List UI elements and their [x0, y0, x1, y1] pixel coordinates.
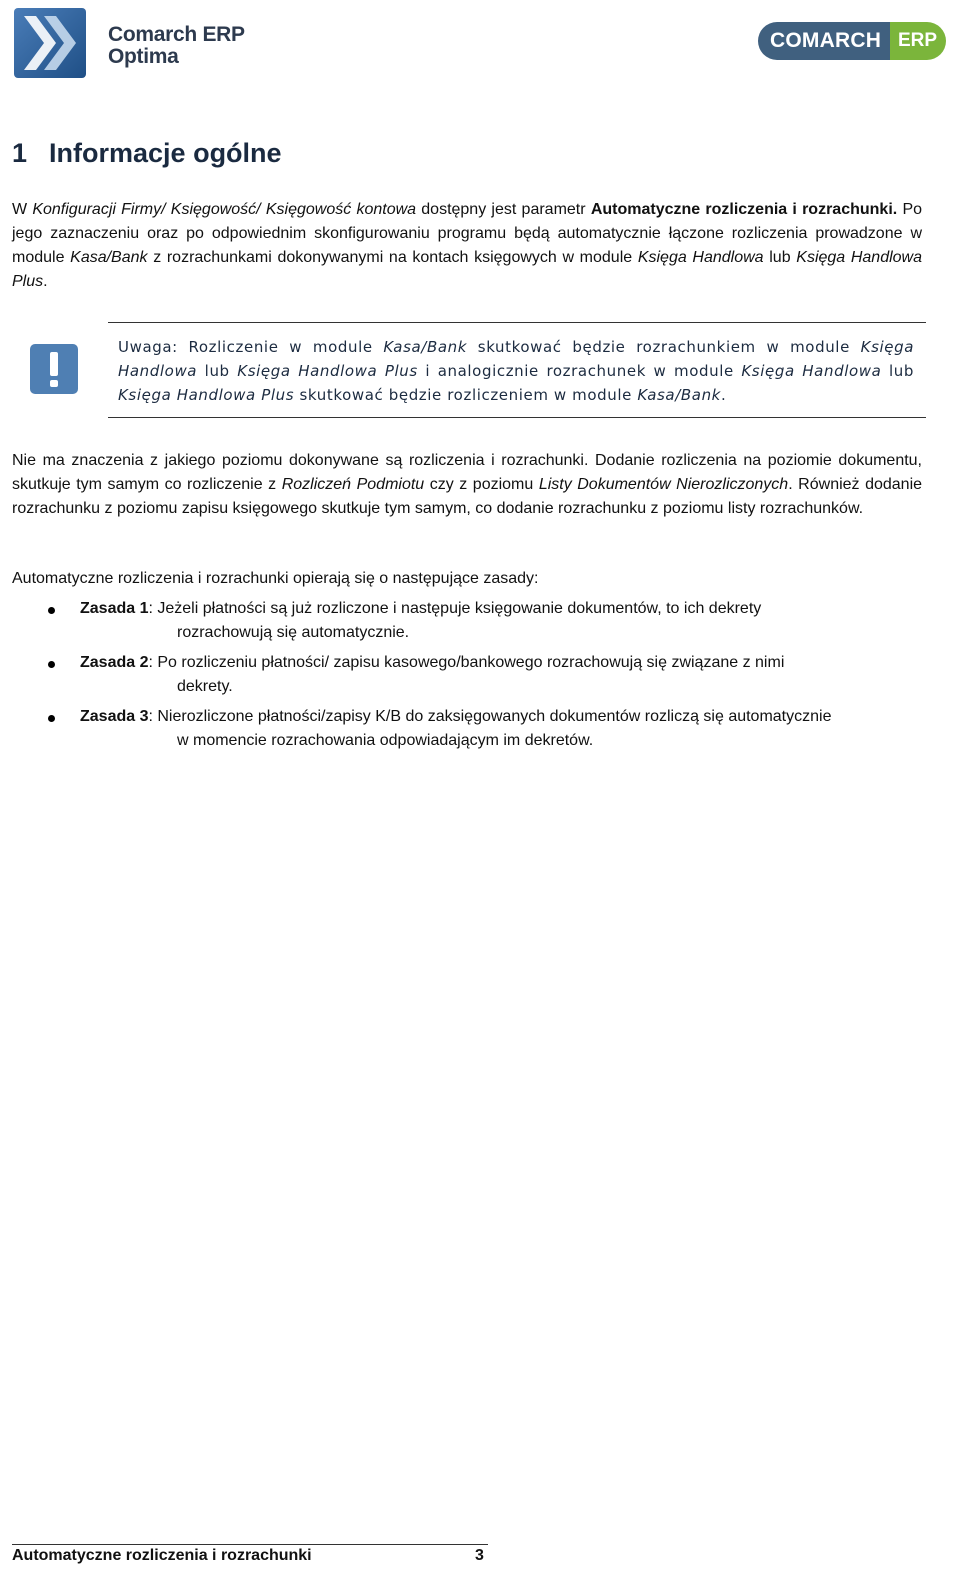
product-logo-text: Comarch ERP Optima: [108, 23, 245, 68]
intro-paragraph: W Konfiguracji Firmy/ Księgowość/ Księgowość kontowa dostępny jest parametr Automatyczne rozliczenia i rozrachunki. Po jego zaznaczeniu oraz po odpowiednim skonfigurowaniu programu będą automatycznie łączone rozliczenia prowadzone w module Kasa/Bank z rozrachunkami dokonywanymi na kontach księgowych w module Księga Handlowa lub Księga Handlowa Plus.: [12, 201, 923, 290]
section-number: 1: [12, 138, 28, 168]
comarch-erp-logo: [758, 22, 948, 62]
bullet-icon: [48, 715, 55, 722]
bullet-icon: [48, 661, 55, 668]
list-item: Zasada 3: Nierozliczone płatności/zapisy K/B do zaksięgowanych dokumentów rozliczą się automatycznie w momencie rozrachowania odpowiadającym im dekretów.: [12, 705, 922, 753]
list-item: Zasada 2: Po rozliczeniu płatności/ zapisu kasowego/bankowego rozrachowują się związane z nimi dekrety.: [12, 651, 922, 699]
warning-icon: [30, 344, 78, 394]
rules-list: [12, 597, 922, 759]
section-title: Informacje ogólne: [49, 138, 282, 168]
list-item: Zasada 1: Jeżeli płatności są już rozliczone i następuje księgowanie dokumentów, to ich dekrety rozrachowują się automatycznie.: [12, 597, 922, 645]
note-box: [108, 322, 926, 418]
erp-logo-text: ERP: [890, 22, 946, 60]
rules-intro: Automatyczne rozliczenia i rozrachunki opierają się o następujące zasady:: [12, 570, 539, 587]
product-logo-icon: [14, 8, 86, 78]
footer-divider: [12, 1544, 488, 1545]
note-text: Uwaga: Rozliczenie w module Kasa/Bank skutkować będzie rozrachunkiem w module Księga Handlowa lub Księga Handlowa Plus i analogicznie rozrachunek w module Księga Handlowa lub Księga Handlowa Plus skutkować będzie rozliczeniem w module Kasa/Bank.: [118, 338, 915, 404]
comarch-logo-text: COMARCH: [758, 22, 890, 60]
product-logo: [14, 8, 254, 80]
section-heading: [12, 138, 282, 169]
page-number: 3: [475, 1547, 484, 1564]
bullet-icon: [48, 607, 55, 614]
levels-paragraph: Nie ma znaczenia z jakiego poziomu dokonywane są rozliczenia i rozrachunki. Dodanie rozliczenia na poziomie dokumentu, skutkuje tym samym co rozliczenie z Rozliczeń Podmiotu czy z poziomu Listy Dokumentów Nierozliczonych. Również dodanie rozrachunku z poziomu zapisu księgowego skutkuje tym samym, co dodanie rozrachunku z poziomu listy rozrachunków.: [12, 452, 923, 517]
footer-title: Automatyczne rozliczenia i rozrachunki: [12, 1547, 312, 1564]
